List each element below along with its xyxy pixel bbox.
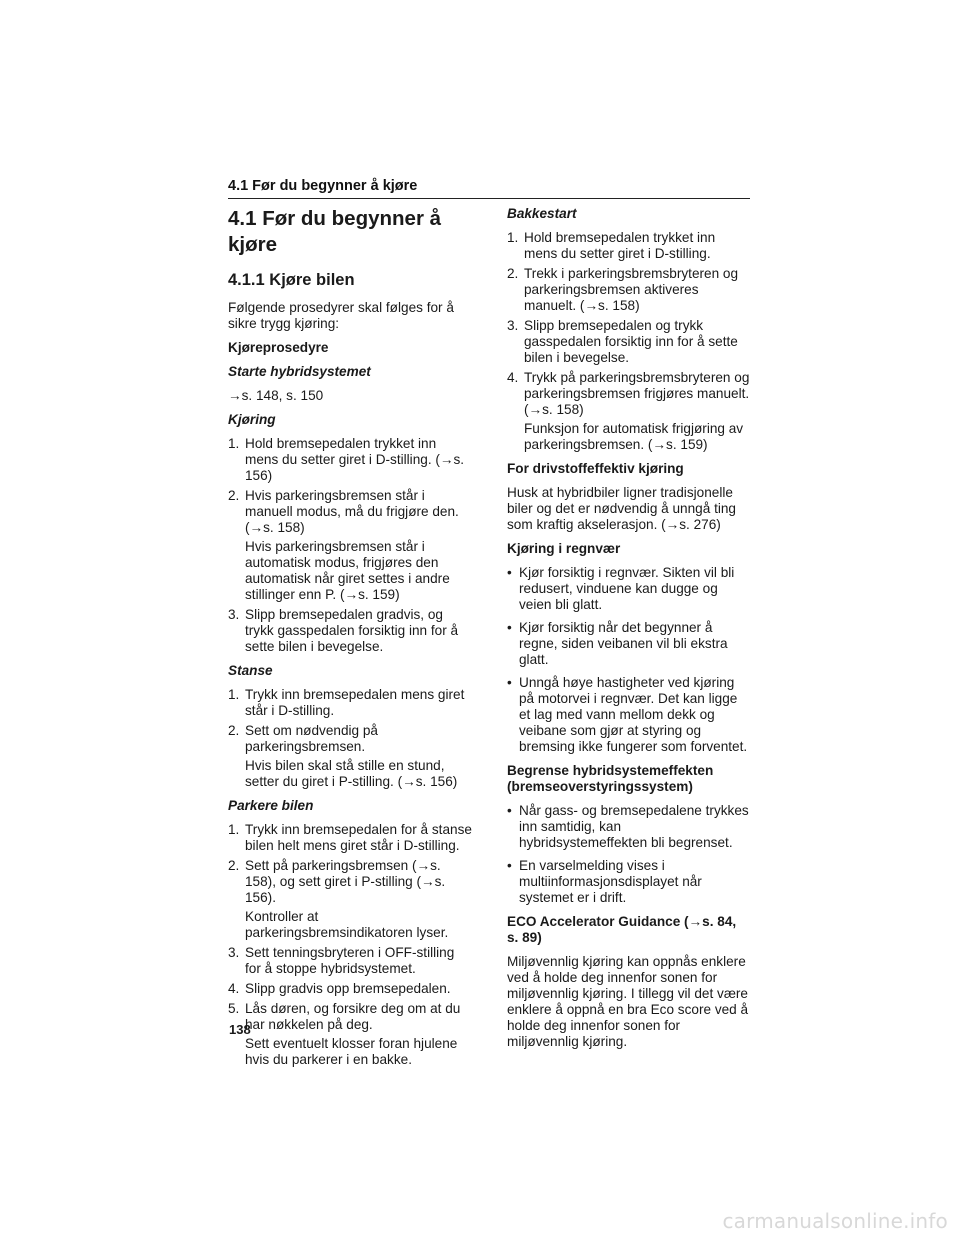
header-rule: [228, 198, 750, 199]
list-item: • Kjør forsiktig når det begynner å regne, siden veibanen vil bli ekstra glatt.: [507, 620, 728, 667]
stop-heading: Stanse: [228, 663, 273, 678]
hill-step-4-note: Funksjon for automatisk frigjøring av parkeringsbremsen. (→s. 159): [524, 421, 744, 452]
drive-step-2-note: Hvis parkeringsbremsen står i automatisk modus, frigjøres den automatisk når giret settes i andre stillinger enn P. (→s. 159): [245, 539, 450, 602]
list-item: • Kjør forsiktig i regnvær. Sikten vil bli redusert, vinduene kan dugge og veien bli glatt.: [507, 565, 735, 612]
park-step-5-note: Sett eventuelt klosser foran hjulene hvis du parkerer i en bakke.: [245, 1036, 458, 1067]
right-column: [507, 206, 751, 1058]
park-step-2-note: Kontroller at parkeringsbremsindikatoren lyser.: [245, 909, 449, 940]
hill-step-3: 3. Slipp bremsepedalen og trykk gasspedalen forsiktig inn for å sette bilen i bevegelse.: [507, 318, 738, 365]
stop-steps: [228, 687, 472, 790]
fuel-heading: For drivstoffeffektiv kjøring: [507, 461, 684, 476]
eco-text: Miljøvennlig kjøring kan oppnås enklere ved å holde deg innenfor sonen for miljøvennlig kjøring. I tillegg vil det være enklere å oppnå en bra Eco score ved å holde deg innenfor sonen for miljøvennlig kjøring.: [507, 954, 749, 1049]
bullet-icon: •: [507, 858, 512, 873]
fuel-text: Husk at hybridbiler ligner tradisjonelle biler og det er nødvendig å unngå ting som kraftig akselerasjon. (→s. 276): [507, 485, 736, 532]
left-column: [228, 206, 472, 1076]
park-steps: [228, 822, 472, 1068]
drive-steps: [228, 436, 472, 655]
list-item: • En varselmelding vises i multiinformasjonsdisplayet når systemet er i drift.: [507, 858, 702, 905]
stop-step-2: 2. Sett om nødvendig på parkeringsbremsen. Hvis bilen skal stå stille en stund, setter du giret i P-stilling. (→s. 156): [228, 723, 472, 790]
intro-text: Følgende prosedyrer skal følges for å sikre trygg kjøring:: [228, 300, 454, 331]
park-step-5: 5. Lås døren, og forsikre deg om at du har nøkkelen på deg. Sett eventuelt klosser foran hjulene hvis du parkerer i en bakke.: [228, 1001, 472, 1068]
hill-step-1: 1. Hold bremsepedalen trykket inn mens du setter giret i D-stilling.: [507, 230, 716, 261]
drive-step-2: 2. Hvis parkeringsbremsen står i manuell modus, må du frigjøre den. (→s. 158) Hvis parkeringsbremsen står i automatisk modus, frigjøres den automatisk når giret settes i andre stillinger enn P. (→s. 159): [228, 488, 472, 603]
limit-list: [507, 803, 751, 906]
hill-step-2: 2. Trekk i parkeringsbremsbryteren og parkeringsbremsen aktiveres manuelt. (→s. 158): [507, 266, 739, 313]
hill-step-4: 4. Trykk på parkeringsbremsbryteren og parkeringsbremsen frigjøres manuelt. (→s. 158) Funksjon for automatisk frigjøring av parkeringsbremsen. (→s. 159): [507, 370, 750, 452]
park-step-2: 2. Sett på parkeringsbremsen (→s. 158), og sett giret i P-stilling (→s. 156). Kontroller at parkeringsbremsindikatoren lyser.: [228, 858, 472, 941]
start-heading: Starte hybridsystemet: [228, 364, 371, 379]
bullet-icon: •: [507, 565, 512, 580]
stop-step-1: 1. Trykk inn bremsepedalen mens giret står i D-stilling.: [228, 687, 465, 718]
watermark: carmanualsonline.info: [722, 1209, 948, 1233]
park-step-3: 3. Sett tenningsbryteren i OFF-stilling for å stoppe hybridsystemet.: [228, 945, 455, 976]
rain-heading: Kjøring i regnvær: [507, 541, 621, 556]
park-step-1: 1. Trykk inn bremsepedalen for å stanse bilen helt mens giret står i D-stilling.: [228, 822, 472, 853]
drive-step-1: 1. Hold bremsepedalen trykket inn mens du setter giret i D-stilling. (→s. 156): [228, 436, 465, 483]
park-step-4: 4. Slipp gradvis opp bremsepedalen.: [228, 981, 451, 996]
subsection-title: 4.1.1 Kjøre bilen: [228, 271, 355, 289]
procedure-heading: Kjøreprosedyre: [228, 340, 329, 355]
drive-step-3: 3. Slipp bremsepedalen gradvis, og trykk gasspedalen forsiktig inn for å sette bilen i bevegelse.: [228, 607, 459, 654]
eco-heading: ECO Accelerator Guidance (→s. 84, s. 89): [507, 914, 737, 945]
hill-start-steps: [507, 230, 751, 453]
stop-step-2-note: Hvis bilen skal stå stille en stund, setter du giret i P-stilling. (→s. 156): [245, 758, 458, 789]
list-item: • Unngå høye hastigheter ved kjøring på motorvei i regnvær. Det kan ligge et lag med vann mellom dekk og veibane som gjør at styring og bremsing ikke fungerer som forventet.: [507, 675, 748, 754]
bullet-icon: •: [507, 675, 512, 690]
section-title: 4.1 Før du begynner å kjøre: [228, 207, 442, 256]
rain-list: [507, 565, 751, 755]
bullet-icon: •: [507, 803, 512, 818]
hill-start-heading: Bakkestart: [507, 206, 577, 221]
page-number: 138: [229, 1022, 251, 1037]
bullet-icon: •: [507, 620, 512, 635]
drive-heading: Kjøring: [228, 412, 276, 427]
running-header: 4.1 Før du begynner å kjøre: [228, 178, 418, 194]
park-heading: Parkere bilen: [228, 798, 314, 813]
list-item: • Når gass- og bremsepedalene trykkes inn samtidig, kan hybridsystemeffekten bli begrenset.: [507, 803, 749, 850]
start-reference: →s. 148, s. 150: [228, 388, 324, 403]
limit-heading: Begrense hybridsystemeffekten (bremseoverstyringssystem): [507, 763, 714, 794]
